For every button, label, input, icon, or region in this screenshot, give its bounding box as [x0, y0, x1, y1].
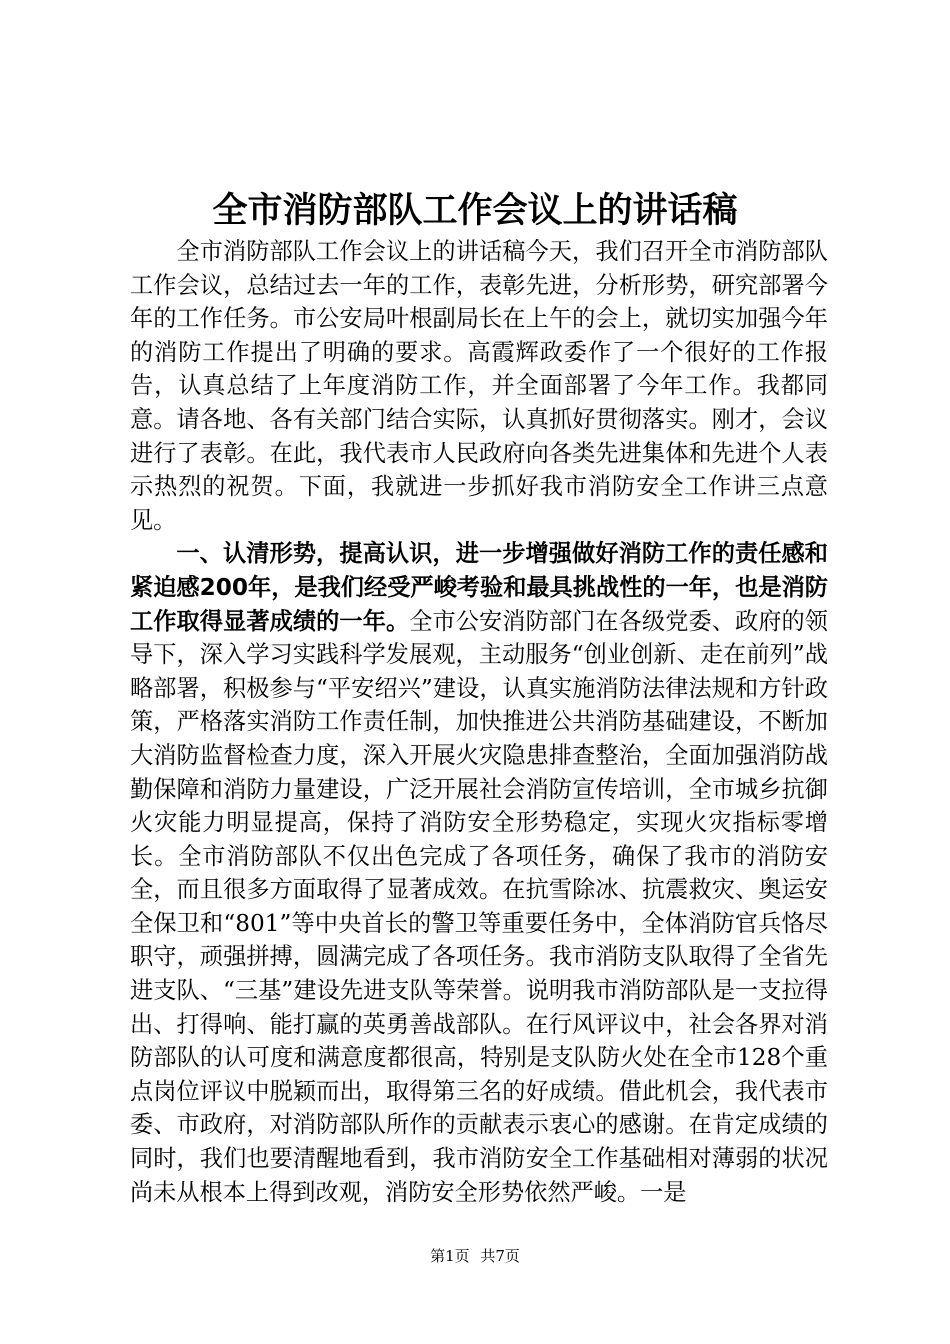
page-footer [0, 1246, 950, 1266]
section-one-heading: 一、认清形势，提高认识，进一步增强做好消防工作的责任感和紧迫感200年，是我们经受严峻考验和最具挑战性的一年，也是消防工作取得显著成绩的一年。 [130, 540, 828, 635]
document-body [130, 235, 828, 1209]
section-one-body: 全市公安消防部门在各级党委、政府的领导下，深入学习实践科学发展观，主动服务“创业创新、走在前列”战略部署，积极参与“平安绍兴”建设，认真实施消防法律法规和方针政策，严格落实消防工作责任制，加快推进公共消防基础建设，不断加大消防监督检查力度，深入开展火灾隐患排查整治，全面加强消防战勤保障和消防力量建设，广泛开展社会消防宣传培训，全市城乡抗御火灾能力明显提高，保持了消防安全形势稳定，实现火灾指标零增长。全市消防部队不仅出色完成了各项任务，确保了我市的消防安全，而且很多方面取得了显著成效。在抗雪除冰、抗震救灾、奥运安全保卫和“801”等中央首长的警卫等重要任务中，全体消防官兵恪尽职守，顽强拼搏，圆满完成了各项任务。我市消防支队取得了全省先进支队、“三基”建设先进支队等荣誉。说明我市消防部队是一支拉得出、打得响、能打赢的英勇善战部队。在行风评议中，社会各界对消防部队的认可度和满意度都很高，特别是支队防火处在全市128个重点岗位评议中脱颖而出，取得第三名的好成绩。借此机会，我代表市委、市政府，对消防部队所作的贡献表示衷心的感谢。在肯定成绩的同时，我们也要清醒地看到，我市消防安全工作基础相对薄弱的状况尚未从根本上得到改观，消防安全形势依然严峻。一是 [130, 607, 828, 1206]
paragraph-section-one [130, 537, 828, 1209]
page-number: 第1页 [430, 1247, 470, 1265]
page-total: 共7页 [480, 1247, 520, 1265]
paragraph-intro: 全市消防部队工作会议上的讲话稿今天，我们召开全市消防部队工作会议，总结过去一年的工作，表彰先进，分析形势，研究部署今年的工作任务。市公安局叶根副局长在上午的会上，就切实加强今年的消防工作提出了明确的要求。高霞辉政委作了一个很好的工作报告，认真总结了上年度消防工作，并全面部署了今年工作。我都同意。请各地、各有关部门结合实际，认真抓好贯彻落实。刚才，会议进行了表彰。在此，我代表市人民政府向各类先进集体和先进个人表示热烈的祝贺。下面，我就进一步抓好我市消防安全工作讲三点意见。 [130, 238, 828, 534]
document-title: 全市消防部队工作会议上的讲话稿 [212, 191, 738, 231]
